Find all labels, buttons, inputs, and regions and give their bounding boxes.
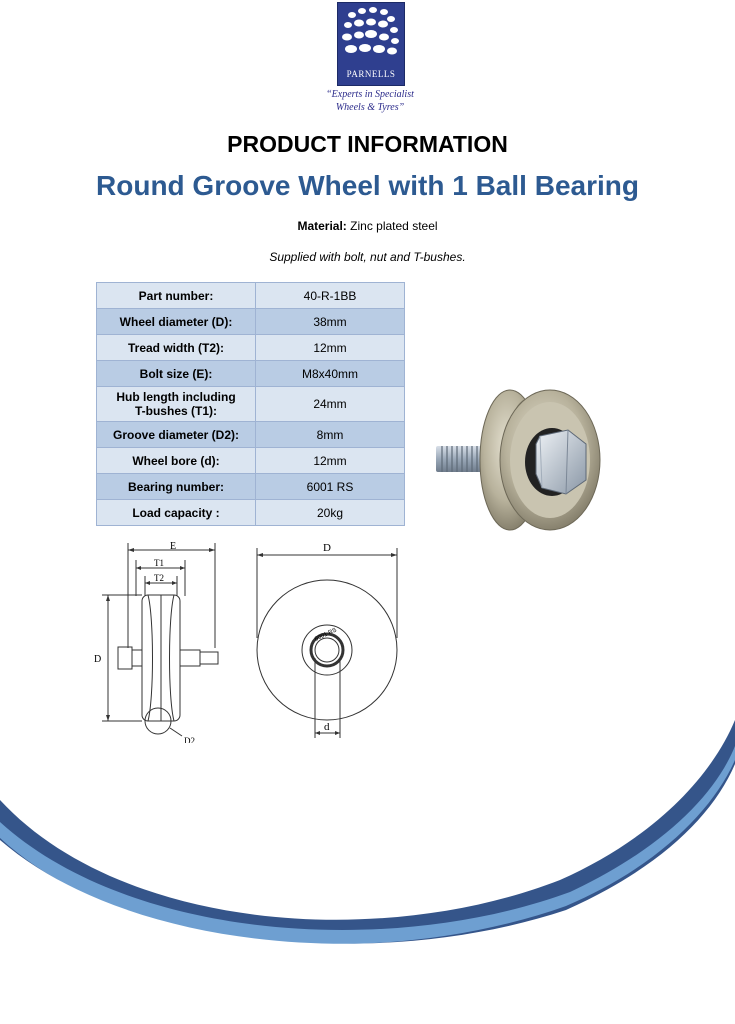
dim-label-t2: T2 bbox=[154, 573, 164, 583]
spec-label-line2: T-bushes (T1): bbox=[134, 404, 217, 418]
table-row bbox=[97, 335, 405, 361]
spec-value: 12mm bbox=[256, 448, 405, 474]
tagline-line2: Wheels & Tyres” bbox=[335, 102, 405, 113]
table-row bbox=[97, 309, 405, 335]
page-heading: PRODUCT INFORMATION bbox=[227, 131, 508, 157]
supplied-note: Supplied with bolt, nut and T-bushes. bbox=[269, 250, 466, 264]
material-value: Zinc plated steel bbox=[350, 219, 438, 233]
spec-value: 12mm bbox=[256, 335, 405, 361]
spec-value: 40-R-1BB bbox=[256, 283, 405, 309]
dim-label-e: E bbox=[170, 541, 177, 552]
logo-pebbles-graphic bbox=[338, 3, 404, 73]
logo-name: PARNELLS bbox=[346, 69, 396, 79]
table-row bbox=[97, 474, 405, 500]
material-line bbox=[0, 219, 735, 233]
spec-label: Bearing number: bbox=[97, 474, 256, 500]
table-row bbox=[97, 361, 405, 387]
spec-label: Wheel diameter (D): bbox=[97, 309, 256, 335]
spec-label: Wheel bore (d): bbox=[97, 448, 256, 474]
spec-label: Load capacity : bbox=[97, 500, 256, 526]
spec-label bbox=[97, 387, 256, 422]
table-row bbox=[97, 387, 405, 422]
table-row bbox=[97, 448, 405, 474]
spec-value: 38mm bbox=[256, 309, 405, 335]
spec-value: 6001 RS bbox=[256, 474, 405, 500]
bearing-label: 6001 RS bbox=[313, 627, 338, 643]
spec-value: 24mm bbox=[256, 387, 405, 422]
dim-label-d-front: D bbox=[323, 542, 331, 554]
spec-value: M8x40mm bbox=[256, 361, 405, 387]
spec-value: 20kg bbox=[256, 500, 405, 526]
dim-label-d-side: D bbox=[94, 654, 102, 665]
spec-label: Tread width (T2): bbox=[97, 335, 256, 361]
spec-value: 8mm bbox=[256, 422, 405, 448]
spec-label: Part number: bbox=[97, 283, 256, 309]
product-title: Round Groove Wheel with 1 Ball Bearing bbox=[96, 170, 639, 201]
spec-label-line1: Hub length including bbox=[116, 390, 236, 404]
spec-label: Groove diameter (D2): bbox=[97, 422, 256, 448]
material-label: Material: bbox=[297, 219, 347, 233]
dim-label-t1: T1 bbox=[154, 558, 164, 568]
tagline-line1: “Experts in Specialist bbox=[326, 89, 414, 100]
company-logo bbox=[337, 2, 405, 86]
table-row bbox=[97, 283, 405, 309]
decorative-waves bbox=[0, 700, 735, 1024]
table-row bbox=[97, 422, 405, 448]
dim-label-d2: D2 bbox=[184, 736, 195, 743]
spec-label: Bolt size (E): bbox=[97, 361, 256, 387]
logo-tagline bbox=[300, 88, 440, 114]
spec-table bbox=[96, 282, 405, 526]
table-row bbox=[97, 500, 405, 526]
dim-label-bore: d bbox=[324, 721, 330, 733]
product-photo bbox=[432, 384, 607, 539]
